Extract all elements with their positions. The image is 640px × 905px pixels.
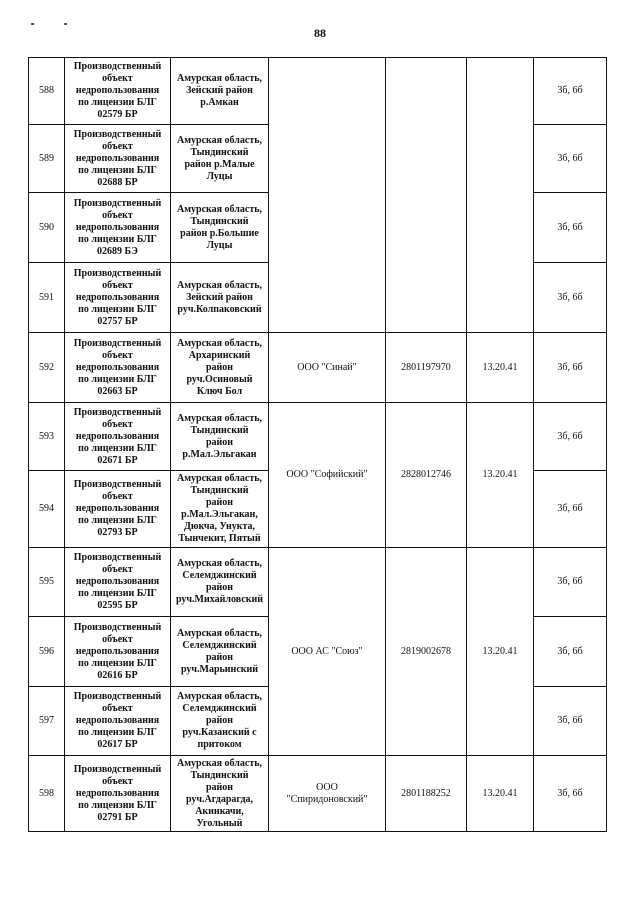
- row-number: 589: [29, 125, 65, 193]
- row-number: 592: [29, 333, 65, 403]
- object-name: Производственный объект недропользования по лицензии БЛГ 02616 БР: [65, 617, 171, 687]
- object-name: Производственный объект недропользования по лицензии БЛГ 02617 БР: [65, 687, 171, 756]
- organization-name: ООО "Спиридоновский": [269, 756, 386, 832]
- row-number: 597: [29, 687, 65, 756]
- table-row: [29, 756, 607, 832]
- object-name: Производственный объект недропользования по лицензии БЛГ 02793 БР: [65, 471, 171, 548]
- object-name: Производственный объект недропользования по лицензии БЛГ 02791 БР: [65, 756, 171, 832]
- category-code: 3б, 6б: [534, 687, 607, 756]
- object-name: Производственный объект недропользования по лицензии БЛГ 02688 БР: [65, 125, 171, 193]
- table-row: [29, 548, 607, 617]
- object-location: Амурская область, Тындинский район р.Мал.Эльгакан, Дюкча, Унукта, Тынчекит, Пятый: [171, 471, 269, 548]
- category-code: 3б, 6б: [534, 403, 607, 471]
- object-location: Амурская область, Тындинский район р.Малые Луцы: [171, 125, 269, 193]
- category-code: 3б, 6б: [534, 333, 607, 403]
- scan-speck: [64, 23, 67, 25]
- category-code: 3б, 6б: [534, 58, 607, 125]
- object-location: Амурская область, Тындинский район р.Большие Луцы: [171, 193, 269, 263]
- organization-name: ООО "Синай": [269, 333, 386, 403]
- category-code: 3б, 6б: [534, 617, 607, 687]
- okved-code: 13.20.41: [467, 333, 534, 403]
- object-location: Амурская область, Архаринский район руч.Осиновый Ключ Бол: [171, 333, 269, 403]
- object-location: Амурская область, Селемджинский район руч.Марьинский: [171, 617, 269, 687]
- inn-value: 2801197970: [386, 333, 467, 403]
- category-code: 3б, 6б: [534, 471, 607, 548]
- object-name: Производственный объект недропользования по лицензии БЛГ 02671 БР: [65, 403, 171, 471]
- row-number: 593: [29, 403, 65, 471]
- table-row: [29, 58, 607, 125]
- organization-name: [269, 58, 386, 333]
- row-number: 596: [29, 617, 65, 687]
- row-number: 591: [29, 263, 65, 333]
- object-location: Амурская область, Зейский район руч.Колпаковский: [171, 263, 269, 333]
- object-location: Амурская область, Селемджинский район руч.Михайловский: [171, 548, 269, 617]
- okved-code: 13.20.41: [467, 756, 534, 832]
- object-name: Производственный объект недропользования по лицензии БЛГ 02663 БР: [65, 333, 171, 403]
- scan-speck: [31, 23, 34, 25]
- object-location: Амурская область, Селемджинский район руч.Казанский с притоком: [171, 687, 269, 756]
- object-name: Производственный объект недропользования по лицензии БЛГ 02595 БР: [65, 548, 171, 617]
- organization-name: ООО "Софийский": [269, 403, 386, 548]
- table-row: [29, 333, 607, 403]
- inn-value: 2819002678: [386, 548, 467, 756]
- row-number: 588: [29, 58, 65, 125]
- okved-code: 13.20.41: [467, 403, 534, 548]
- category-code: 3б, 6б: [534, 548, 607, 617]
- row-number: 590: [29, 193, 65, 263]
- category-code: 3б, 6б: [534, 125, 607, 193]
- organization-name: ООО АС "Союз": [269, 548, 386, 756]
- row-number: 598: [29, 756, 65, 832]
- object-location: Амурская область, Тындинский район р.Мал.Эльгакан: [171, 403, 269, 471]
- object-name: Производственный объект недропользования по лицензии БЛГ 02689 БЭ: [65, 193, 171, 263]
- okved-code: [467, 58, 534, 333]
- object-location: Амурская область, Зейский район р.Амкан: [171, 58, 269, 125]
- object-name: Производственный объект недропользования по лицензии БЛГ 02757 БР: [65, 263, 171, 333]
- category-code: 3б, 6б: [534, 263, 607, 333]
- object-location: Амурская область, Тындинский район руч.Агдарагда, Акинкачи, Угольный: [171, 756, 269, 832]
- table-row: [29, 403, 607, 471]
- row-number: 595: [29, 548, 65, 617]
- registry-table: [28, 57, 607, 832]
- inn-value: 2828012746: [386, 403, 467, 548]
- inn-value: [386, 58, 467, 333]
- object-name: Производственный объект недропользования по лицензии БЛГ 02579 БР: [65, 58, 171, 125]
- page-number: 88: [314, 26, 326, 40]
- category-code: 3б, 6б: [534, 193, 607, 263]
- inn-value: 2801188252: [386, 756, 467, 832]
- row-number: 594: [29, 471, 65, 548]
- category-code: 3б, 6б: [534, 756, 607, 832]
- okved-code: 13.20.41: [467, 548, 534, 756]
